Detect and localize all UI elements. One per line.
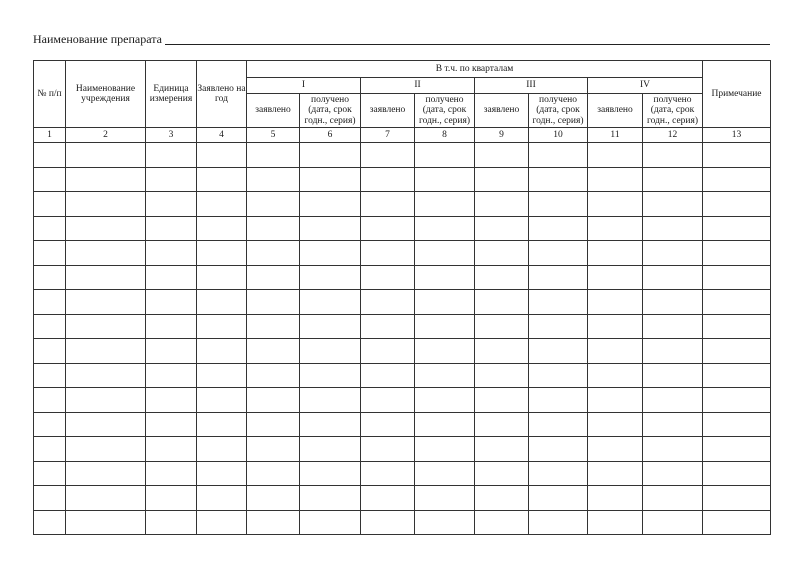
table-cell[interactable] xyxy=(415,216,475,241)
table-cell[interactable] xyxy=(197,339,247,364)
table-cell[interactable] xyxy=(588,412,643,437)
table-cell[interactable] xyxy=(643,388,703,413)
table-row xyxy=(34,290,771,315)
table-cell[interactable] xyxy=(703,216,771,241)
table-cell[interactable] xyxy=(529,510,588,535)
table-cell[interactable] xyxy=(34,143,66,168)
table-cell[interactable] xyxy=(415,290,475,315)
table-cell[interactable] xyxy=(66,241,146,266)
table-cell[interactable] xyxy=(588,216,643,241)
table-cell[interactable] xyxy=(34,412,66,437)
header-quarter-4: IV xyxy=(588,78,703,94)
table-cell[interactable] xyxy=(529,412,588,437)
table-cell[interactable] xyxy=(197,192,247,217)
header-quarter-1: I xyxy=(247,78,361,94)
table-cell[interactable] xyxy=(361,192,415,217)
table-cell[interactable] xyxy=(643,486,703,511)
table-cell[interactable] xyxy=(300,510,361,535)
header-q3-received: получено (дата, срок годн., серия) xyxy=(529,94,588,128)
table-cell[interactable] xyxy=(197,216,247,241)
table-cell[interactable] xyxy=(643,339,703,364)
table-cell[interactable] xyxy=(703,265,771,290)
table-cell[interactable] xyxy=(361,339,415,364)
drug-name-field[interactable] xyxy=(165,34,770,45)
table-cell[interactable] xyxy=(475,486,529,511)
table-cell[interactable] xyxy=(703,486,771,511)
table-cell[interactable] xyxy=(66,486,146,511)
table-cell[interactable] xyxy=(300,143,361,168)
table-cell[interactable] xyxy=(643,265,703,290)
table-cell[interactable] xyxy=(197,241,247,266)
table-row xyxy=(34,388,771,413)
table-cell[interactable] xyxy=(197,412,247,437)
header-declared-year: Заявлено на год xyxy=(197,61,247,128)
table-cell[interactable] xyxy=(588,437,643,462)
table-row xyxy=(34,461,771,486)
table-cell[interactable] xyxy=(588,461,643,486)
table-cell[interactable] xyxy=(66,290,146,315)
table-cell[interactable] xyxy=(703,412,771,437)
column-number: 13 xyxy=(703,128,771,143)
table-cell[interactable] xyxy=(197,143,247,168)
table-cell[interactable] xyxy=(66,314,146,339)
table-cell[interactable] xyxy=(361,486,415,511)
table-cell[interactable] xyxy=(197,265,247,290)
table-cell[interactable] xyxy=(703,510,771,535)
table-cell[interactable] xyxy=(415,192,475,217)
header-note: Примечание xyxy=(703,61,771,128)
table-row xyxy=(34,265,771,290)
table-cell[interactable] xyxy=(247,486,300,511)
table-cell[interactable] xyxy=(529,437,588,462)
table-row xyxy=(34,363,771,388)
table-cell[interactable] xyxy=(415,167,475,192)
table-cell[interactable] xyxy=(34,363,66,388)
table-cell[interactable] xyxy=(415,486,475,511)
table-cell[interactable] xyxy=(475,510,529,535)
table-cell[interactable] xyxy=(361,290,415,315)
table-cell[interactable] xyxy=(300,192,361,217)
table-cell[interactable] xyxy=(643,192,703,217)
table-cell[interactable] xyxy=(643,314,703,339)
table-cell[interactable] xyxy=(703,314,771,339)
table-cell[interactable] xyxy=(300,314,361,339)
table-cell[interactable] xyxy=(197,290,247,315)
table-cell[interactable] xyxy=(146,388,197,413)
table-cell[interactable] xyxy=(146,143,197,168)
table-cell[interactable] xyxy=(66,192,146,217)
table-cell[interactable] xyxy=(146,437,197,462)
table-cell[interactable] xyxy=(197,388,247,413)
table-row xyxy=(34,437,771,462)
table-cell[interactable] xyxy=(475,265,529,290)
table-cell[interactable] xyxy=(300,461,361,486)
table-cell[interactable] xyxy=(34,265,66,290)
header-unit: Единица измерения xyxy=(146,61,197,128)
table-cell[interactable] xyxy=(361,461,415,486)
table-cell[interactable] xyxy=(588,265,643,290)
table-row xyxy=(34,339,771,364)
table-cell[interactable] xyxy=(703,363,771,388)
table-cell[interactable] xyxy=(361,241,415,266)
table-cell[interactable] xyxy=(34,510,66,535)
table-cell[interactable] xyxy=(300,167,361,192)
table-cell[interactable] xyxy=(300,265,361,290)
table-cell[interactable] xyxy=(247,290,300,315)
table-row xyxy=(34,486,771,511)
table-cell[interactable] xyxy=(475,143,529,168)
table-cell[interactable] xyxy=(588,314,643,339)
table-row xyxy=(34,167,771,192)
table-cell[interactable] xyxy=(34,216,66,241)
table-cell[interactable] xyxy=(415,143,475,168)
table-cell[interactable] xyxy=(475,339,529,364)
table-cell[interactable] xyxy=(529,241,588,266)
table-cell[interactable] xyxy=(703,339,771,364)
table-cell[interactable] xyxy=(643,363,703,388)
table-cell[interactable] xyxy=(247,192,300,217)
table-cell[interactable] xyxy=(66,143,146,168)
table-row xyxy=(34,510,771,535)
table-cell[interactable] xyxy=(34,167,66,192)
table-cell[interactable] xyxy=(361,510,415,535)
column-number: 3 xyxy=(146,128,197,143)
table-cell[interactable] xyxy=(146,290,197,315)
table-cell[interactable] xyxy=(247,167,300,192)
header-q4-received: получено (дата, срок годн., серия) xyxy=(643,94,703,128)
table-row xyxy=(34,143,771,168)
header-q2-received: получено (дата, срок годн., серия) xyxy=(415,94,475,128)
table-cell[interactable] xyxy=(34,314,66,339)
table-cell[interactable] xyxy=(588,339,643,364)
table-cell[interactable] xyxy=(703,461,771,486)
report-table xyxy=(33,60,771,535)
table-cell[interactable] xyxy=(529,339,588,364)
table-row xyxy=(34,241,771,266)
table-cell[interactable] xyxy=(247,314,300,339)
table-cell[interactable] xyxy=(247,388,300,413)
table-cell[interactable] xyxy=(197,363,247,388)
table-cell[interactable] xyxy=(34,437,66,462)
table-cell[interactable] xyxy=(34,388,66,413)
table-cell[interactable] xyxy=(475,388,529,413)
table-cell[interactable] xyxy=(529,143,588,168)
table-cell[interactable] xyxy=(475,314,529,339)
table-cell[interactable] xyxy=(361,265,415,290)
table-cell[interactable] xyxy=(588,167,643,192)
table-cell[interactable] xyxy=(703,192,771,217)
column-number: 11 xyxy=(588,128,643,143)
column-number: 8 xyxy=(415,128,475,143)
table-cell[interactable] xyxy=(300,339,361,364)
table-cell[interactable] xyxy=(66,363,146,388)
table-cell[interactable] xyxy=(146,314,197,339)
table-cell[interactable] xyxy=(703,167,771,192)
table-cell[interactable] xyxy=(415,461,475,486)
table-cell[interactable] xyxy=(146,192,197,217)
table-cell[interactable] xyxy=(529,265,588,290)
table-cell[interactable] xyxy=(588,486,643,511)
table-cell[interactable] xyxy=(475,412,529,437)
table-cell[interactable] xyxy=(146,486,197,511)
table-cell[interactable] xyxy=(643,143,703,168)
table-cell[interactable] xyxy=(247,216,300,241)
table-cell[interactable] xyxy=(415,510,475,535)
table-cell[interactable] xyxy=(66,437,146,462)
table-cell[interactable] xyxy=(361,167,415,192)
column-number: 5 xyxy=(247,128,300,143)
table-cell[interactable] xyxy=(197,437,247,462)
table-cell[interactable] xyxy=(643,510,703,535)
column-number: 1 xyxy=(34,128,66,143)
table-cell[interactable] xyxy=(588,363,643,388)
table-cell[interactable] xyxy=(643,437,703,462)
header-q3-declared: заявлено xyxy=(475,94,529,128)
header-q1-received: получено (дата, срок годн., серия) xyxy=(300,94,361,128)
column-number: 9 xyxy=(475,128,529,143)
column-number: 2 xyxy=(66,128,146,143)
table-cell[interactable] xyxy=(529,461,588,486)
table-cell[interactable] xyxy=(415,388,475,413)
table-cell[interactable] xyxy=(361,388,415,413)
table-cell[interactable] xyxy=(361,363,415,388)
table-cell[interactable] xyxy=(300,437,361,462)
table-cell[interactable] xyxy=(146,167,197,192)
column-number: 12 xyxy=(643,128,703,143)
table-cell[interactable] xyxy=(475,363,529,388)
table-cell[interactable] xyxy=(588,388,643,413)
table-cell[interactable] xyxy=(415,412,475,437)
table-cell[interactable] xyxy=(415,339,475,364)
table-cell[interactable] xyxy=(34,290,66,315)
table-cell[interactable] xyxy=(146,461,197,486)
table-cell[interactable] xyxy=(146,412,197,437)
table-cell[interactable] xyxy=(529,216,588,241)
table-row xyxy=(34,412,771,437)
table-cell[interactable] xyxy=(588,143,643,168)
table-cell[interactable] xyxy=(703,437,771,462)
table-cell[interactable] xyxy=(475,437,529,462)
table-cell[interactable] xyxy=(475,461,529,486)
table-cell[interactable] xyxy=(146,363,197,388)
table-cell[interactable] xyxy=(588,241,643,266)
table-cell[interactable] xyxy=(197,167,247,192)
table-cell[interactable] xyxy=(300,412,361,437)
data-rows xyxy=(34,143,771,535)
table-cell[interactable] xyxy=(197,510,247,535)
table-cell[interactable] xyxy=(361,216,415,241)
table-cell[interactable] xyxy=(34,486,66,511)
table-cell[interactable] xyxy=(415,265,475,290)
table-cell[interactable] xyxy=(588,290,643,315)
table-cell[interactable] xyxy=(643,241,703,266)
table-cell[interactable] xyxy=(415,363,475,388)
table-row xyxy=(34,216,771,241)
table-row xyxy=(34,192,771,217)
table-cell[interactable] xyxy=(66,412,146,437)
table-cell[interactable] xyxy=(643,412,703,437)
table-cell[interactable] xyxy=(529,192,588,217)
table-cell[interactable] xyxy=(66,339,146,364)
table-cell[interactable] xyxy=(146,339,197,364)
table-cell[interactable] xyxy=(34,461,66,486)
table-cell[interactable] xyxy=(34,241,66,266)
table-cell[interactable] xyxy=(643,167,703,192)
table-cell[interactable] xyxy=(703,290,771,315)
drug-name-label: Наименование препарата xyxy=(33,32,162,46)
table-cell[interactable] xyxy=(146,265,197,290)
table-cell[interactable] xyxy=(529,314,588,339)
column-number: 4 xyxy=(197,128,247,143)
table-cell[interactable] xyxy=(247,437,300,462)
table-cell[interactable] xyxy=(247,339,300,364)
table-cell[interactable] xyxy=(66,216,146,241)
table-cell[interactable] xyxy=(703,241,771,266)
table-cell[interactable] xyxy=(197,314,247,339)
table-cell[interactable] xyxy=(703,388,771,413)
header-num: № п/п xyxy=(34,61,66,128)
header-institution: Наименование учреждения xyxy=(66,61,146,128)
table-cell[interactable] xyxy=(703,143,771,168)
column-number: 10 xyxy=(529,128,588,143)
column-number: 6 xyxy=(300,128,361,143)
table-cell[interactable] xyxy=(247,412,300,437)
table-cell[interactable] xyxy=(588,510,643,535)
table-cell[interactable] xyxy=(643,461,703,486)
table-cell[interactable] xyxy=(146,510,197,535)
table-cell[interactable] xyxy=(300,363,361,388)
table-cell[interactable] xyxy=(588,192,643,217)
table-cell[interactable] xyxy=(475,167,529,192)
table-cell[interactable] xyxy=(247,510,300,535)
table-cell[interactable] xyxy=(475,241,529,266)
column-number: 7 xyxy=(361,128,415,143)
table-cell[interactable] xyxy=(34,192,66,217)
table-cell[interactable] xyxy=(643,290,703,315)
table-cell[interactable] xyxy=(300,241,361,266)
header-quarter-2: II xyxy=(361,78,475,94)
table-cell[interactable] xyxy=(415,314,475,339)
table-cell[interactable] xyxy=(66,265,146,290)
header-q1-declared: заявлено xyxy=(247,94,300,128)
table-cell[interactable] xyxy=(247,265,300,290)
table-cell[interactable] xyxy=(529,486,588,511)
table-cell[interactable] xyxy=(361,437,415,462)
header-quarters-group: В т.ч. по кварталам xyxy=(247,61,703,78)
table-cell[interactable] xyxy=(66,167,146,192)
table-cell[interactable] xyxy=(475,192,529,217)
table-cell[interactable] xyxy=(197,486,247,511)
table-cell[interactable] xyxy=(66,510,146,535)
table-cell[interactable] xyxy=(247,461,300,486)
table-cell[interactable] xyxy=(475,216,529,241)
table-cell[interactable] xyxy=(361,143,415,168)
table-cell[interactable] xyxy=(146,216,197,241)
table-cell[interactable] xyxy=(361,314,415,339)
table-cell[interactable] xyxy=(300,388,361,413)
table-row xyxy=(34,314,771,339)
column-numbers-row xyxy=(34,128,771,143)
table-cell[interactable] xyxy=(475,290,529,315)
table-cell[interactable] xyxy=(415,437,475,462)
table-cell[interactable] xyxy=(197,461,247,486)
header-quarter-3: III xyxy=(475,78,588,94)
table-cell[interactable] xyxy=(247,241,300,266)
table-cell[interactable] xyxy=(529,167,588,192)
table-cell[interactable] xyxy=(415,241,475,266)
header-q2-declared: заявлено xyxy=(361,94,415,128)
table-cell[interactable] xyxy=(300,216,361,241)
table-cell[interactable] xyxy=(300,290,361,315)
table-cell[interactable] xyxy=(361,412,415,437)
table-cell[interactable] xyxy=(34,339,66,364)
table-cell[interactable] xyxy=(146,241,197,266)
table-cell[interactable] xyxy=(529,290,588,315)
table-cell[interactable] xyxy=(643,216,703,241)
title-row xyxy=(33,29,770,45)
table-cell[interactable] xyxy=(529,388,588,413)
header-q4-declared: заявлено xyxy=(588,94,643,128)
table-cell[interactable] xyxy=(66,388,146,413)
table-cell[interactable] xyxy=(247,143,300,168)
table-cell[interactable] xyxy=(66,461,146,486)
table-cell[interactable] xyxy=(247,363,300,388)
table-cell[interactable] xyxy=(529,363,588,388)
table-cell[interactable] xyxy=(300,486,361,511)
